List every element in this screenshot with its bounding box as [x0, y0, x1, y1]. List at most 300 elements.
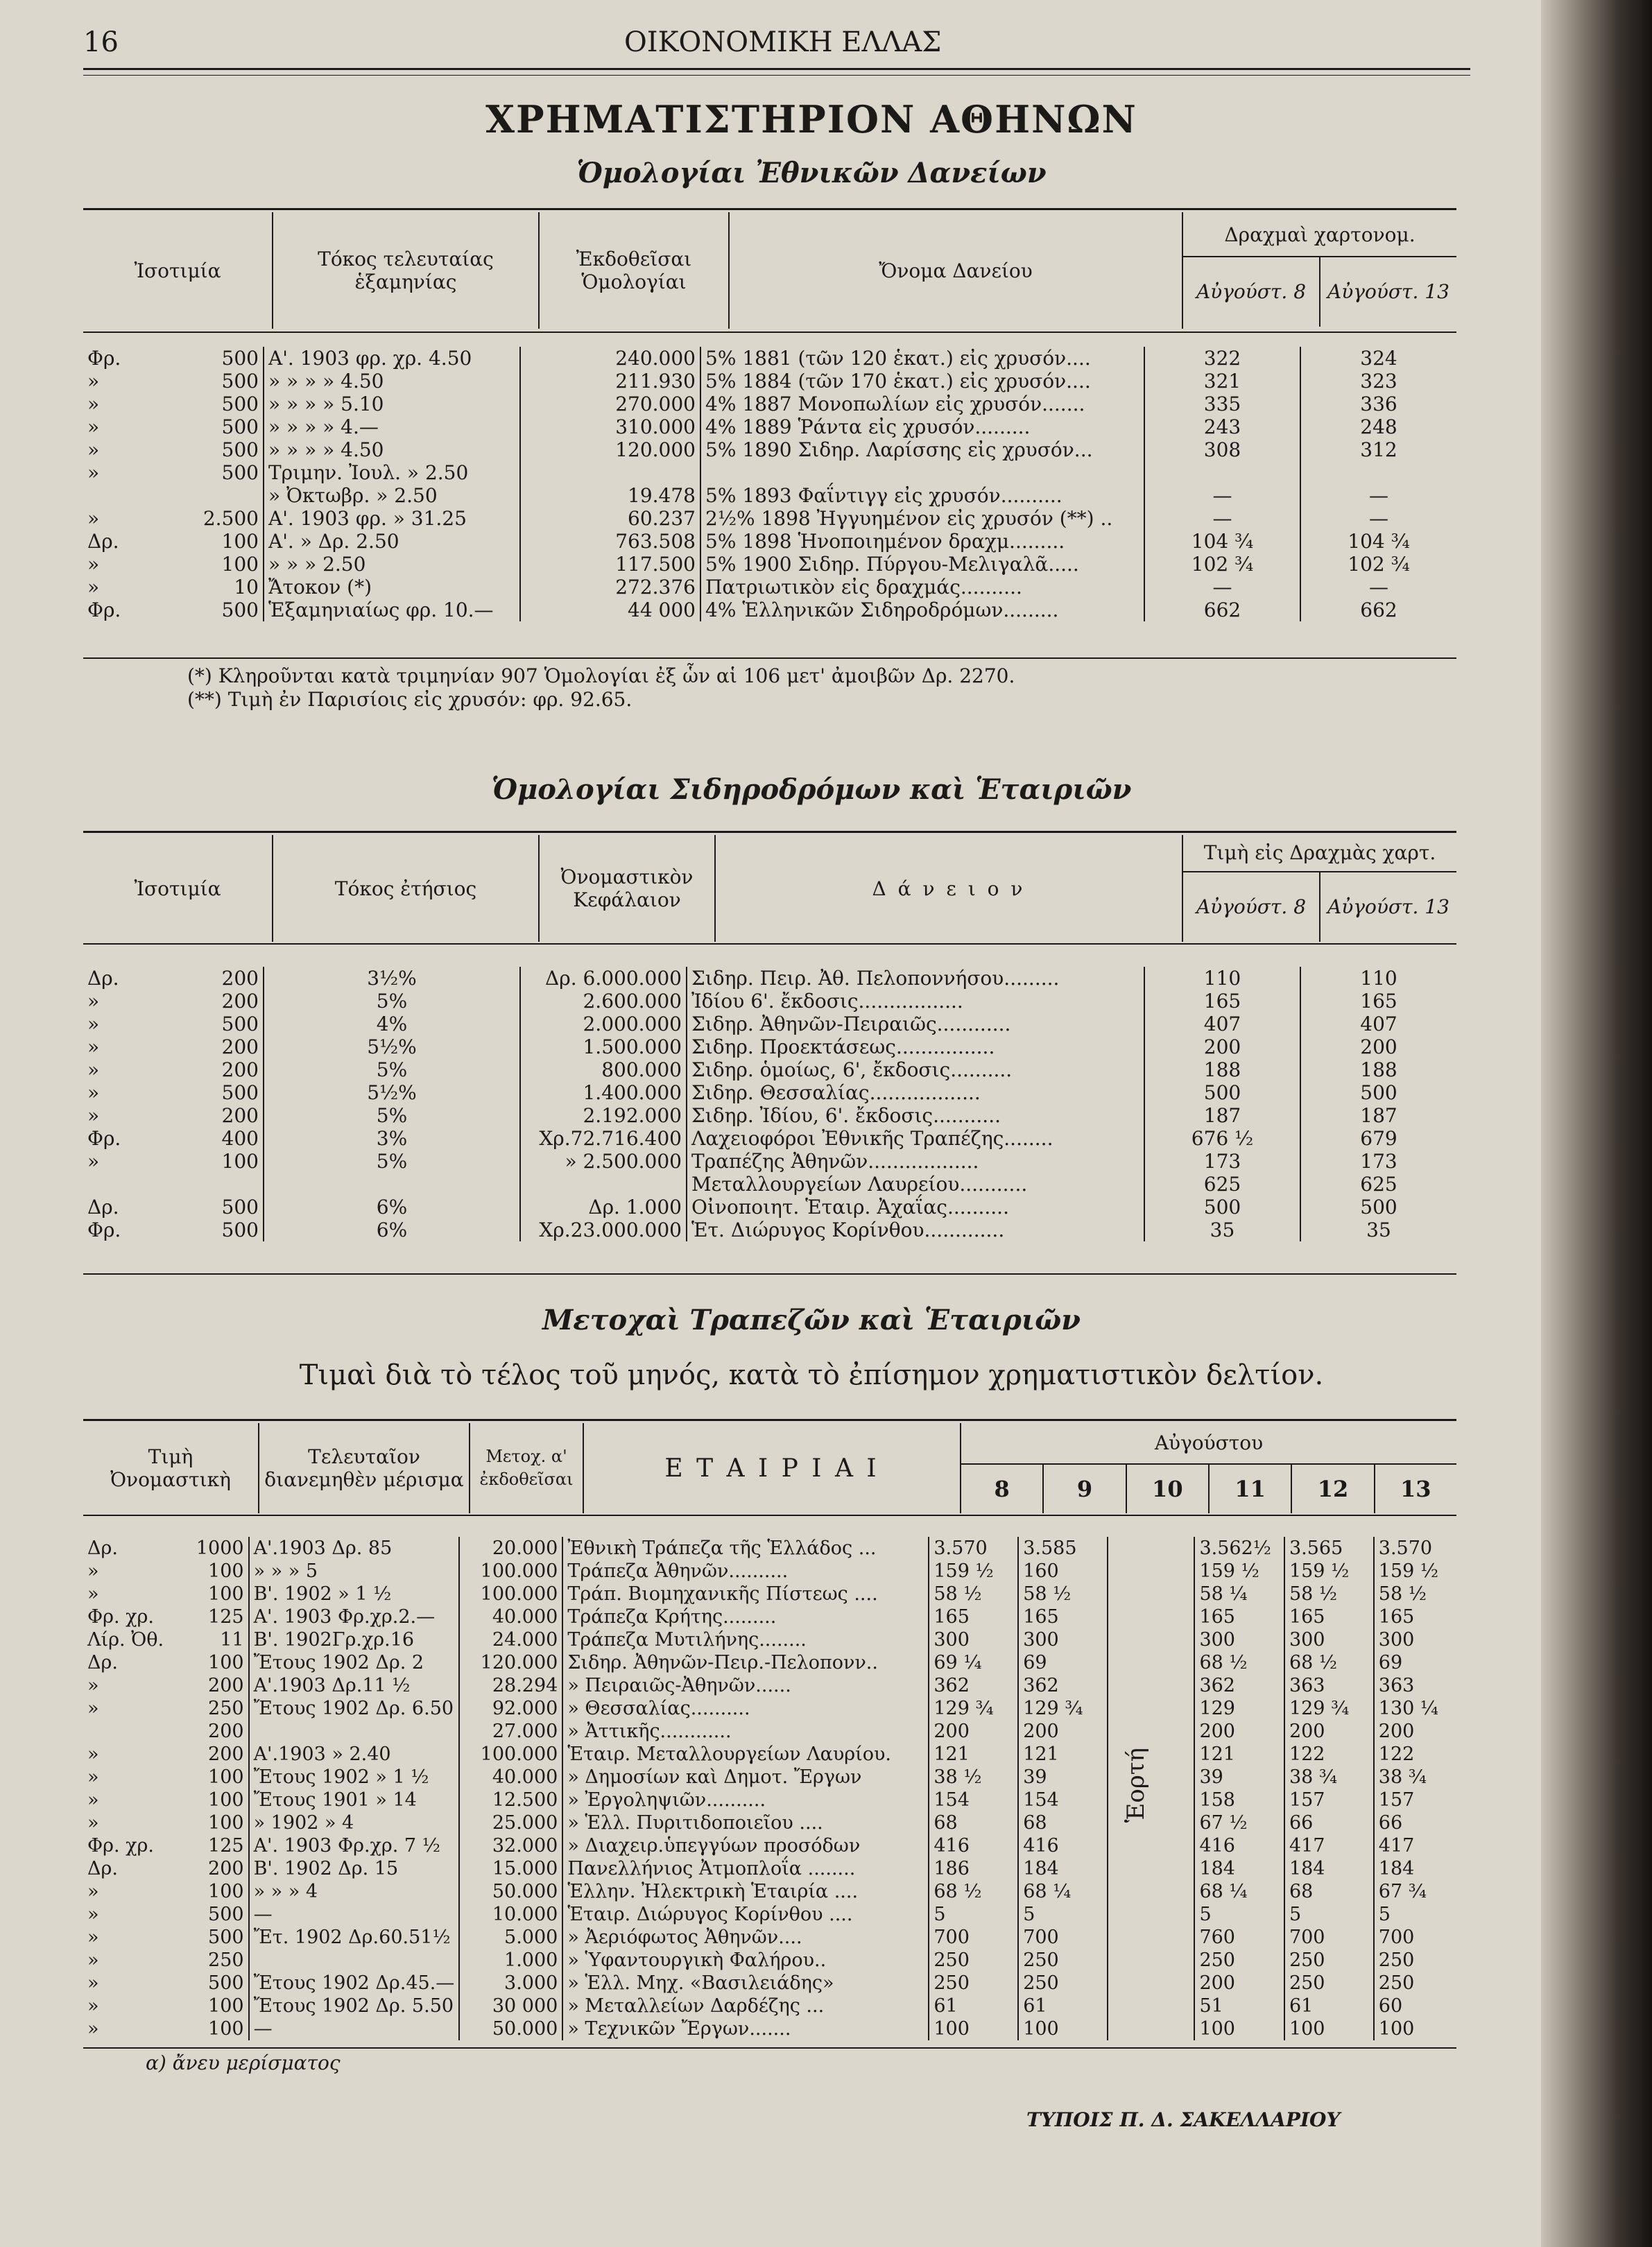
- table3-cell-cur: »: [87, 1744, 99, 1765]
- th2-timi-group: [1182, 835, 1456, 942]
- table1-cell-p2: 102 ¾: [1300, 553, 1456, 576]
- table3-cell-d8: 250: [929, 1972, 1018, 1995]
- table2-row: [83, 1081, 1456, 1104]
- table3-row: [83, 1789, 1456, 1811]
- table1-cell-name: [700, 461, 1144, 484]
- table2-cell-par: 200: [221, 1035, 259, 1058]
- table2-cell-par: 500: [221, 1196, 259, 1219]
- table1-cell-cur: »: [87, 507, 100, 530]
- table3-cell-cur: Φρ. χρ.: [87, 1835, 154, 1857]
- table3-cell-d12: 68: [1284, 1880, 1374, 1903]
- table3-cell-d9: 69: [1018, 1651, 1108, 1674]
- table3-row: [83, 1880, 1456, 1903]
- table3-cell-d13: 184: [1374, 1857, 1456, 1880]
- table3-cell-d13: 5: [1374, 1903, 1456, 1926]
- table2-top-rule: [83, 831, 1456, 833]
- table3-cell-cur: »: [87, 1583, 99, 1605]
- table2-cell-par: 200: [221, 1104, 259, 1127]
- table3-row: [83, 1926, 1456, 1949]
- table3-cell-d8: 200: [929, 1720, 1018, 1743]
- table1-cell-cur: »: [87, 415, 100, 438]
- main-title: ΧΡΗΜΑΤΙΣΤΗΡΙΟΝ ΑΘΗΝΩΝ: [485, 97, 1137, 141]
- table2-cell-p2: 679: [1300, 1127, 1456, 1150]
- section3-title: Μετοχαὶ Τραπεζῶν καὶ Ἑταιριῶν: [542, 1304, 1081, 1336]
- table1-cell-name: 5% 1884 (τῶν 170 ἑκατ.) εἰς χρυσόν....: [700, 370, 1144, 393]
- table2-row: [83, 1013, 1456, 1035]
- table1-cell-tokos: Ἑξαμηνιαίως φρ. 10.—: [264, 599, 520, 621]
- table3-cell-d9: 700: [1018, 1926, 1108, 1949]
- table3-cell-holiday: [1108, 1743, 1194, 1766]
- table3-cell-holiday: [1108, 1834, 1194, 1857]
- table3-cell-par: 100: [208, 1995, 244, 2017]
- table3-cell-name: » Θεσσαλίας..........: [562, 1697, 929, 1720]
- table1-cell-cur: [83, 484, 166, 507]
- th3-day: 8: [994, 1476, 1010, 1502]
- table3-cell-d13: 122: [1374, 1743, 1456, 1766]
- table3-cell-cur: »: [87, 1698, 99, 1719]
- table1-cell-par: 500: [221, 347, 259, 370]
- table3-cell-mer: Α'.1903 » 2.40: [249, 1743, 460, 1766]
- table3-cell-d11: 362: [1194, 1674, 1284, 1697]
- table2-cell-name: Σιδηρ. Προεκτάσεως................: [687, 1035, 1144, 1058]
- table3-cell-name: Τράπεζα Ἀθηνῶν..........: [562, 1560, 929, 1583]
- table3-cell-mer: » » » 4: [249, 1880, 460, 1903]
- table3-cell-cur: Λίρ. Ὀθ.: [87, 1629, 164, 1651]
- table3-cell-holiday: [1108, 1789, 1194, 1811]
- th3-month: Αὐγούστου: [961, 1423, 1456, 1465]
- table3-cell-d12: 3.565: [1284, 1537, 1374, 1560]
- table3-cell-par: 100: [208, 1583, 244, 1605]
- table1-cell-par: 500: [221, 438, 259, 461]
- table3-cell-mer: Β'. 1902 » 1 ½: [249, 1583, 460, 1605]
- table3-row: [83, 1697, 1456, 1720]
- table1-top-rule: [83, 208, 1456, 210]
- table1-row: [83, 415, 1456, 438]
- table3-cell-d8: 186: [929, 1857, 1018, 1880]
- table3-cell-par: 200: [208, 1721, 244, 1742]
- th2-tokos: Τόκος ἐτήσιος: [273, 835, 539, 942]
- table3-cell-d12: 159 ½: [1284, 1560, 1374, 1583]
- table3-cell-mer: Ἔτους 1901 » 14: [249, 1789, 460, 1811]
- table3-cell-cur: »: [87, 2018, 99, 2040]
- th3-etairiai: Ε Τ Α Ι Ρ Ι Α Ι: [583, 1423, 961, 1513]
- table1-cell-par: 2.500: [203, 507, 259, 530]
- table1-cell-p2: 323: [1300, 370, 1456, 393]
- table3-cell-met: 5.000: [459, 1926, 562, 1949]
- table3-bottom-rule: [83, 2047, 1456, 2049]
- table3-cell-d12: 200: [1284, 1720, 1374, 1743]
- table2-cell-tokos: 4%: [264, 1013, 520, 1035]
- th-drachmai: Δραχμαὶ χαρτονομ.: [1183, 214, 1456, 257]
- table2-row: [83, 1058, 1456, 1081]
- table2-cell-p1: 110: [1144, 967, 1300, 990]
- th2-timi: Τιμὴ εἰς Δραχμὰς χαρτ.: [1183, 835, 1456, 872]
- table3-cell-holiday: [1108, 1949, 1194, 1972]
- table1-cell-tokos: Α'. 1903 φρ. χρ. 4.50: [264, 347, 520, 370]
- table1-cell-p1: 322: [1144, 347, 1300, 370]
- table3-cell-mer: [249, 1949, 460, 1972]
- table3-row: [83, 1628, 1456, 1651]
- table2-cell-cur: »: [87, 1081, 100, 1104]
- table1-row: [83, 576, 1456, 599]
- table2-cell-p1: 500: [1144, 1196, 1300, 1219]
- table2-cell-name: Ἑτ. Διώρυγος Κορίνθου.............: [687, 1219, 1144, 1241]
- table3-cell-mer: Ἔτους 1902 Δρ.45.—: [249, 1972, 460, 1995]
- table1-cell-ekd: 240.000: [520, 347, 700, 370]
- table2-cell-p1: 625: [1144, 1173, 1300, 1196]
- table3-row: [83, 1743, 1456, 1766]
- page-number: 16: [83, 26, 119, 58]
- table3-row: [83, 1811, 1456, 1834]
- table2-cell-cur: »: [87, 1058, 100, 1081]
- table1-cell-ekd: 19.478: [520, 484, 700, 507]
- table3-row: [83, 1651, 1456, 1674]
- table3-cell-d12: 5: [1284, 1903, 1374, 1926]
- table3-cell-met: 100.000: [459, 1583, 562, 1605]
- table3-cell-d11: 200: [1194, 1972, 1284, 1995]
- table3-cell-cur: »: [87, 1881, 99, 1902]
- table3-cell-d13: 100: [1374, 2017, 1456, 2040]
- table2-cell-par: 500: [221, 1219, 259, 1241]
- section2-title: Ὁμολογίαι Σιδηροδρόμων καὶ Ἑταιριῶν: [491, 773, 1132, 806]
- table3-cell-d13: 300: [1374, 1628, 1456, 1651]
- table3-body: [83, 1537, 1456, 2040]
- table3-cell-holiday: [1108, 1605, 1194, 1628]
- table2-body: [83, 967, 1456, 1241]
- th2-date1: Αὐγούστ. 8: [1196, 895, 1307, 918]
- table2-cell-p1: 676 ½: [1144, 1127, 1300, 1150]
- th-ekdothisai: Ἐκδοθεῖσαι Ὁμολογίαι: [539, 212, 729, 329]
- table1-cell-tokos: » » » » 4.50: [264, 370, 520, 393]
- table2-cell-p2: 500: [1300, 1196, 1456, 1219]
- table1-cell-tokos: » » » 2.50: [264, 553, 520, 576]
- table1-cell-name: 2½% 1898 Ἠγγυημένον εἰς χρυσόν (**) ..: [700, 507, 1144, 530]
- table1-cell-tokos: » » » » 4.50: [264, 438, 520, 461]
- th2-date2: Αὐγούστ. 13: [1319, 872, 1456, 942]
- table2-cell-kef: 1.400.000: [520, 1081, 687, 1104]
- table3-cell-cur: »: [87, 1766, 99, 1788]
- table3-cell-par: 500: [208, 1927, 244, 1948]
- table3-cell-name: Τράπεζα Μυτιλήνης........: [562, 1628, 929, 1651]
- table3-cell-name: » Ὑφαντουργικὴ Φαλήρου..: [562, 1949, 929, 1972]
- table2-cell-cur: Φρ.: [87, 1219, 121, 1241]
- table1-cell-tokos: Ἄτοκον (*): [264, 576, 520, 599]
- th3-day: 13: [1374, 1465, 1456, 1513]
- table2-cell-p2: 200: [1300, 1035, 1456, 1058]
- table3-cell-d12: 122: [1284, 1743, 1374, 1766]
- table3-row: [83, 1674, 1456, 1697]
- table3-row: [83, 1903, 1456, 1926]
- table2-cell-par: 500: [221, 1081, 259, 1104]
- table3-cell-d11: 158: [1194, 1789, 1284, 1811]
- table2-cell-p1: 165: [1144, 990, 1300, 1013]
- table3-cell-holiday: [1108, 1857, 1194, 1880]
- table3-cell-name: » Διαχειρ.ὑπεγγύων προσόδων: [562, 1834, 929, 1857]
- table3-cell-met: 12.500: [459, 1789, 562, 1811]
- th2-daneion: Δ ά ν ε ι ο ν: [715, 835, 1182, 942]
- table3-cell-d8: 61: [929, 1995, 1018, 2017]
- table3-cell-holiday: [1108, 1995, 1194, 2017]
- table3-cell-holiday: [1108, 1583, 1194, 1605]
- table3-cell-d9: 154: [1018, 1789, 1108, 1811]
- table1-cell-p1: [1144, 461, 1300, 484]
- table3-row: [83, 1720, 1456, 1743]
- table2-header: [83, 835, 1456, 942]
- table3-cell-mer: —: [249, 2017, 460, 2040]
- table1-cell-p1: 104 ¾: [1144, 530, 1300, 553]
- th3-timi: Τιμὴ Ὀνομαστικὴ: [110, 1445, 231, 1491]
- table3-cell-d9: 129 ¾: [1018, 1697, 1108, 1720]
- table3-cell-d11: 68 ½: [1194, 1651, 1284, 1674]
- table3-cell-mer: Ἔτους 1902 » 1 ½: [249, 1766, 460, 1789]
- table3-cell-mer: Α'. 1903 Φρ.χρ.2.—: [249, 1605, 460, 1628]
- table1-cell-cur: Δρ.: [87, 530, 119, 553]
- table3-cell-met: 24.000: [459, 1628, 562, 1651]
- table3-cell-d8: 300: [929, 1628, 1018, 1651]
- table3-cell-d13: 157: [1374, 1789, 1456, 1811]
- table1-cell-ekd: 120.000: [520, 438, 700, 461]
- table1-cell-par: 10: [234, 576, 259, 599]
- table3-cell-par: 100: [208, 1789, 244, 1811]
- table1-row: [83, 461, 1456, 484]
- table3-cell-d9: 200: [1018, 1720, 1108, 1743]
- table3-cell-d12: 58 ½: [1284, 1583, 1374, 1605]
- table3-cell-par: 250: [208, 1949, 244, 1971]
- table3-cell-par: 125: [208, 1835, 244, 1857]
- table1-cell-cur: »: [87, 553, 100, 576]
- table3-cell-met: 40.000: [459, 1605, 562, 1628]
- table3-cell-par: 100: [208, 1881, 244, 1902]
- table3-cell-par: 100: [208, 1652, 244, 1673]
- table3-row: [83, 1583, 1456, 1605]
- table2-cell-kef: Δρ. 6.000.000: [520, 967, 687, 990]
- table1-row: [83, 347, 1456, 370]
- table2-row: [83, 1219, 1456, 1241]
- table3-cell-par: 200: [208, 1744, 244, 1765]
- table3-cell-met: 3.000: [459, 1972, 562, 1995]
- table2-cell-cur: »: [87, 1150, 100, 1173]
- table1-cell-p2: 104 ¾: [1300, 530, 1456, 553]
- table1-cell-name: 4% 1887 Μονοπωλίων εἰς χρυσόν.......: [700, 393, 1144, 415]
- table3-cell-cur: Δρ.: [87, 1858, 118, 1879]
- table1-cell-tokos: » » » » 4.—: [264, 415, 520, 438]
- table3-cell-d8: 159 ½: [929, 1560, 1018, 1583]
- table3-row: [83, 1766, 1456, 1789]
- table3-cell-d12: 417: [1284, 1834, 1374, 1857]
- th-date2: Αὐγούστ. 13: [1319, 257, 1456, 327]
- table3-cell-d11: 68 ¼: [1194, 1880, 1284, 1903]
- table3-cell-met: 15.000: [459, 1857, 562, 1880]
- table3-cell-par: 100: [208, 2018, 244, 2040]
- table3-cell-name: » Ἑλλ. Πυριτιδοποιεῖου ....: [562, 1811, 929, 1834]
- table1-cell-name: 5% 1881 (τῶν 120 ἑκατ.) εἰς χρυσόν....: [700, 347, 1144, 370]
- table3-cell-d13: 417: [1374, 1834, 1456, 1857]
- table1-cell-p1: 662: [1144, 599, 1300, 621]
- table3-cell-par: 500: [208, 1904, 244, 1925]
- table1-row: [83, 530, 1456, 553]
- table3-cell-d8: 154: [929, 1789, 1018, 1811]
- table3-cell-d9: 58 ½: [1018, 1583, 1108, 1605]
- table1-cell-tokos: » » » » 5.10: [264, 393, 520, 415]
- table2-cell-par: 200: [221, 1058, 259, 1081]
- table2-cell-cur: »: [87, 1104, 100, 1127]
- table3-cell-name: Πανελλήνιος Ἀτμοπλοΐα ........: [562, 1857, 929, 1880]
- table3-row: [83, 1949, 1456, 1972]
- table3-cell-cur: Δρ.: [87, 1652, 118, 1673]
- table2-cell-cur: Δρ.: [87, 1196, 119, 1219]
- table1-cell-p2: 248: [1300, 415, 1456, 438]
- table1-cell-ekd: [520, 461, 700, 484]
- table2-cell-kef: 800.000: [520, 1058, 687, 1081]
- table3-cell-par: 1000: [196, 1538, 244, 1559]
- table3-cell-name: Ἐθνικὴ Τράπεζα τῆς Ἑλλάδος ...: [562, 1537, 929, 1560]
- table3-cell-d11: 159 ½: [1194, 1560, 1284, 1583]
- table3-cell-par: 11: [220, 1629, 244, 1651]
- table2-cell-par: 500: [221, 1013, 259, 1035]
- table3-cell-d9: 61: [1018, 1995, 1108, 2017]
- th3-days-group: [961, 1423, 1456, 1513]
- table1-cell-name: 5% 1890 Σιδηρ. Λαρίσσης εἰς χρυσόν...: [700, 438, 1144, 461]
- table1-cell-cur: »: [87, 370, 100, 393]
- table3-cell-holiday: [1108, 1972, 1194, 1995]
- table3-cell-name: » Τεχνικῶν Ἔργων.......: [562, 2017, 929, 2040]
- table3-cell-cur: »: [87, 1789, 99, 1811]
- section3-subtitle: Τιμαὶ διὰ τὸ τέλος τοῦ μηνός, κατὰ τὸ ἐπίσημον χρηματιστικὸν δελτίον.: [299, 1359, 1324, 1391]
- table2-cell-tokos: 5½%: [264, 1081, 520, 1104]
- th3-merisma: Τελευταῖον διανεμηθὲν μέρισμα: [259, 1423, 470, 1513]
- table1-cell-par: 500: [221, 370, 259, 393]
- table2-cell-p2: 173: [1300, 1150, 1456, 1173]
- table2-cell-kef: Χρ.23.000.000: [520, 1219, 687, 1241]
- th-date1: Αὐγούστ. 8: [1196, 280, 1307, 303]
- table1-cell-cur: Φρ.: [87, 347, 121, 370]
- table3-cell-mer: Β'. 1902Γρ.χρ.16: [249, 1628, 460, 1651]
- table2-cell-par: 200: [221, 967, 259, 990]
- table1-cell-ekd: 270.000: [520, 393, 700, 415]
- table1-row: [83, 599, 1456, 621]
- table1-row: [83, 553, 1456, 576]
- table1-cell-cur: »: [87, 393, 100, 415]
- table3-cell-name: » Ἀττικῆς............: [562, 1720, 929, 1743]
- table2-cell-name: Σιδηρ. Ἰδίου, 6'. ἔκδοσις...........: [687, 1104, 1144, 1127]
- table3-cell-d8: 69 ¼: [929, 1651, 1018, 1674]
- table1-footnote-1: (*) Κληροῦνται κατὰ τριμηνίαν 907 Ὁμολογίαι ἐξ ὧν αἱ 106 μετ' ἀμοιβῶν Δρ. 2270.: [187, 664, 1015, 687]
- journal-title: ΟΙΚΟΝΟΜΙΚΗ ΕΛΛΑΣ: [624, 26, 942, 58]
- table3-cell-d9: 5: [1018, 1903, 1108, 1926]
- table3-cell-mer: Β'. 1902 Δρ. 15: [249, 1857, 460, 1880]
- table2-cell-name: Οἰνοποιητ. Ἑταιρ. Ἀχαΐας..........: [687, 1196, 1144, 1219]
- table3-row: [83, 1560, 1456, 1583]
- table3-cell-name: Ἑταιρ. Διώρυγος Κορίνθου ....: [562, 1903, 929, 1926]
- table2-cell-p1: 200: [1144, 1035, 1300, 1058]
- table3-row: [83, 2017, 1456, 2040]
- table1-cell-p2: —: [1300, 576, 1456, 599]
- table3-cell-met: 32.000: [459, 1834, 562, 1857]
- table3-cell-name: Ἑταιρ. Μεταλλουργείων Λαυρίου.: [562, 1743, 929, 1766]
- table3-cell-d12: 38 ¾: [1284, 1766, 1374, 1789]
- table3-cell-met: 20.000: [459, 1537, 562, 1560]
- table2-cell-tokos: 5%: [264, 1150, 520, 1173]
- table3-cell-met: 28.294: [459, 1674, 562, 1697]
- table3-cell-d11: 67 ½: [1194, 1811, 1284, 1834]
- table2-cell-p1: 188: [1144, 1058, 1300, 1081]
- table3-cell-d8: 58 ½: [929, 1583, 1018, 1605]
- header-rule: [83, 68, 1470, 70]
- table3-cell-d12: 129 ¾: [1284, 1697, 1374, 1720]
- table3-cell-d11: 3.562½: [1194, 1537, 1284, 1560]
- table3-cell-holiday: [1108, 1926, 1194, 1949]
- table3-cell-d9: 362: [1018, 1674, 1108, 1697]
- table1-cell-par: 500: [221, 393, 259, 415]
- table3-cell-d8: 129 ¾: [929, 1697, 1018, 1720]
- table1-cell-ekd: 272.376: [520, 576, 700, 599]
- table3-cell-par: 100: [208, 1560, 244, 1582]
- th3-day: 9: [1042, 1465, 1125, 1513]
- table1-cell-p2: 312: [1300, 438, 1456, 461]
- table3-row: [83, 1972, 1456, 1995]
- table3-row: [83, 1857, 1456, 1880]
- table3-cell-d9: 250: [1018, 1949, 1108, 1972]
- table1-cell-par: 500: [221, 461, 259, 484]
- table3-cell-d13: 66: [1374, 1811, 1456, 1834]
- table3-cell-met: 30 000: [459, 1995, 562, 2017]
- table3-cell-d13: 363: [1374, 1674, 1456, 1697]
- table2-cell-p2: 165: [1300, 990, 1456, 1013]
- table2-cell-p2: 625: [1300, 1173, 1456, 1196]
- table2-cell-kef: Χρ.72.716.400: [520, 1127, 687, 1150]
- table1-header: [83, 212, 1456, 329]
- table2-cell-par: [166, 1173, 264, 1196]
- table1-row: [83, 507, 1456, 530]
- table2-cell-name: Μεταλλουργείων Λαυρείου...........: [687, 1173, 1144, 1196]
- table3-cell-name: Ἑλλην. Ἠλεκτρικὴ Ἑταιρία ....: [562, 1880, 929, 1903]
- table3-cell-name: » Μεταλλείων Δαρδέζης ...: [562, 1995, 929, 2017]
- th-tokos: Τόκος τελευταίας ἑξαμηνίας: [273, 212, 539, 329]
- table3-cell-d13: 60: [1374, 1995, 1456, 2017]
- table2-cell-tokos: 3½%: [264, 967, 520, 990]
- table3-cell-d9: 121: [1018, 1743, 1108, 1766]
- table3-cell-holiday: [1108, 1766, 1194, 1789]
- table3-cell-mer: » » » 5: [249, 1560, 460, 1583]
- table3-cell-holiday: [1108, 1537, 1194, 1560]
- table2-cell-tokos: 6%: [264, 1219, 520, 1241]
- table2-cell-kef: » 2.500.000: [520, 1150, 687, 1173]
- table1-cell-p1: —: [1144, 507, 1300, 530]
- table1-cell-cur: »: [87, 461, 100, 484]
- table3-cell-d9: 3.585: [1018, 1537, 1108, 1560]
- book-spine-shadow: [1541, 0, 1652, 2247]
- th-onoma: Ὄνομα Δανείου: [729, 212, 1182, 329]
- table1-cell-name: 5% 1900 Σιδηρ. Πύργου-Μελιγαλᾶ.....: [700, 553, 1144, 576]
- table3-cell-holiday: [1108, 1674, 1194, 1697]
- table1-cell-ekd: 60.237: [520, 507, 700, 530]
- table3-cell-d9: 165: [1018, 1605, 1108, 1628]
- table3-cell-met: 25.000: [459, 1811, 562, 1834]
- table3-cell-name: » Ἐργοληψιῶν..........: [562, 1789, 929, 1811]
- table3-cell-d9: 416: [1018, 1834, 1108, 1857]
- table3-cell-met: 1.000: [459, 1949, 562, 1972]
- table3-cell-met: 40.000: [459, 1766, 562, 1789]
- table3-cell-d8: 38 ½: [929, 1766, 1018, 1789]
- table3-cell-mer: Α'.1903 Δρ.11 ½: [249, 1674, 460, 1697]
- table3-cell-d11: 51: [1194, 1995, 1284, 2017]
- table3-cell-d8: 416: [929, 1834, 1018, 1857]
- table3-cell-cur: [83, 1720, 173, 1743]
- table1-cell-par: [166, 484, 264, 507]
- table3-cell-mer: Ἔτ. 1902 Δρ.60.51½: [249, 1926, 460, 1949]
- table3-row: [83, 1605, 1456, 1628]
- table3-cell-d11: 129: [1194, 1697, 1284, 1720]
